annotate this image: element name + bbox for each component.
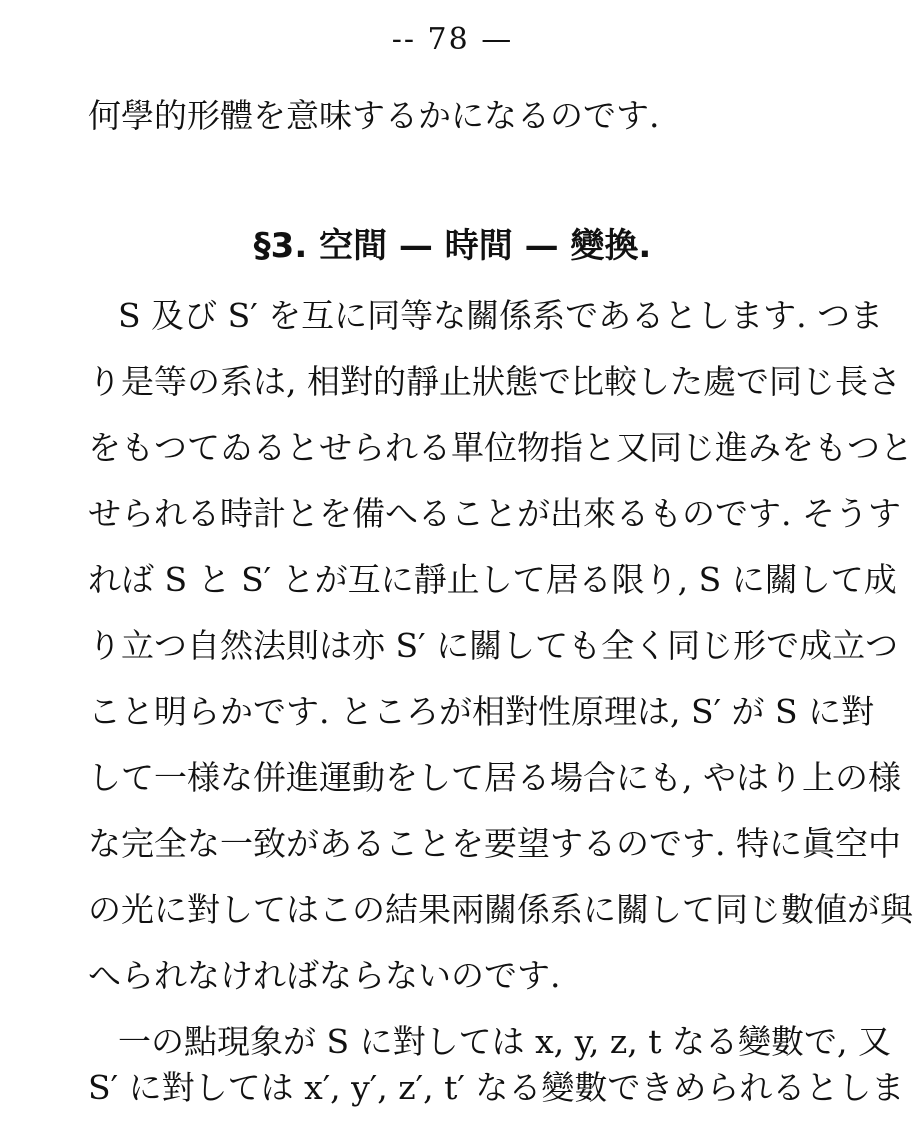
paragraph-1-line-7: こと明らかです. ところが相對性原理は, S′ が S に對: [88, 692, 875, 731]
paragraph-1-line-1: S 及び S′ を互に同等な關係系であるとします. つま: [118, 296, 884, 335]
page-number: -- 78 —: [391, 22, 514, 57]
paragraph-1-line-6: り立つ自然法則は亦 S′ に關しても全く同じ形で成立つ: [88, 626, 899, 665]
paragraph-1-line-5: れば S と S′ とが互に靜止して居る限り, S に關して成: [88, 560, 897, 599]
section-heading: §3. 空間 — 時間 — 變換.: [253, 226, 652, 266]
paragraph-2-line-2: S′ に對しては x′, y′, z′, t′ なる變數できめられるとしま: [88, 1068, 905, 1107]
paragraph-1-line-10: の光に對してはこの結果兩關係系に關して同じ數値が與: [88, 890, 913, 929]
paragraph-1-line-3: をもつてゐるとせられる單位物指と又同じ進みをもつと: [88, 428, 913, 467]
paragraph-1-line-8: して一様な併進運動をして居る場合にも, やはり上の様: [88, 758, 901, 797]
paragraph-1-line-9: な完全な一致があることを要望するのです. 特に眞空中: [88, 824, 901, 863]
paragraph-1-line-2: り是等の系は, 相對的靜止狀態で比較した處で同じ長さ: [88, 362, 901, 401]
paragraph-1-line-4: せられる時計とを備へることが出來るものです. そうす: [88, 494, 901, 533]
intro-line: 何學的形體を意味するかになるのです.: [88, 96, 660, 135]
paragraph-2-line-1: 一の點現象が S に對しては x, y, z, t なる變數で, 又: [118, 1022, 892, 1061]
paragraph-1-line-11: へられなければならないのです.: [88, 956, 561, 995]
